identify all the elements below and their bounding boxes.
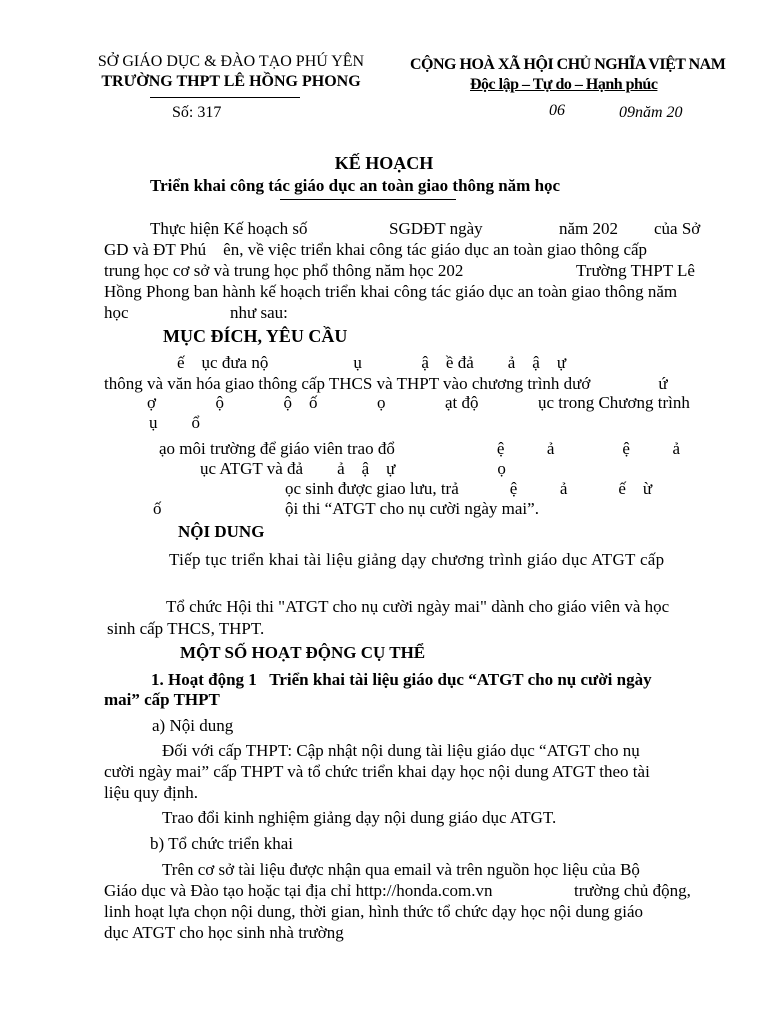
intro-text: Thực hiện Kế hoạch số	[150, 219, 308, 238]
activity-line: Đối với cấp THPT: Cập nhật nội dung tài liệu giáo dục “ATGT cho nụ	[162, 741, 640, 760]
school-underline	[150, 97, 300, 98]
intro-text: GD và ĐT Phú ên, về việc triển khai công tác giáo dục an toàn giao thông cấp	[104, 240, 648, 259]
section-line: ợ ộ ộ ố ọ ạt độ ục trong Chương trình	[147, 393, 690, 412]
activity-line: Trao đổi kinh nghiệm giảng dạy nội dung giáo dục ATGT.	[162, 808, 557, 827]
national-motto: Độc lập – Tự do – Hạnh phúc	[470, 76, 658, 93]
intro-text: học	[104, 303, 129, 322]
intro-text: trung học cơ sở và trung học phổ thông năm học 202	[104, 261, 464, 280]
document-number: Số: 317	[172, 104, 222, 121]
plan-subtitle: Triển khai công tác giáo dục an toàn giao thông năm học	[150, 176, 561, 195]
section-heading-activities: MỘT SỐ HOẠT ĐỘNG CỤ THỂ	[180, 643, 426, 662]
activity-line: cười ngày mai” cấp THPT và tổ chức triển khai dạy học nội dung ATGT theo tài	[104, 762, 650, 781]
section-line: sinh cấp THCS, THPT.	[107, 619, 265, 638]
section-line: ội thi “ATGT cho nụ cười ngày mai”.	[285, 499, 539, 518]
activity-line: linh hoạt lựa chọn nội dung, thời gian, hình thức tổ chức dạy học nội dung giáo	[104, 902, 643, 921]
activity-line: trường chủ động,	[574, 881, 691, 900]
section-line: ụ ổ	[149, 413, 200, 432]
intro-text: Hồng Phong ban hành kế hoạch triển khai công tác giáo dục an toàn giao thông năm	[104, 282, 678, 301]
section-heading-content: NỘI DUNG	[178, 522, 265, 541]
activity-line: Trên cơ sở tài liệu được nhận qua email và trên nguồn học liệu của Bộ	[162, 860, 640, 879]
agency-name: SỞ GIÁO DỤC & ĐÀO TẠO PHÚ YÊN	[97, 53, 365, 70]
title-underline	[280, 199, 456, 200]
date-day: 06	[549, 102, 565, 119]
school-name: TRƯỜNG THPT LÊ HỒNG PHONG	[101, 73, 361, 90]
activity-line: Giáo dục và Đào tạo hoặc tại địa chỉ http://honda.com.vn	[104, 881, 493, 900]
section-line: Tiếp tục triển khai tài liệu giảng dạy chương trình giáo dục ATGT cấp	[169, 550, 665, 569]
section-heading-purpose: MỤC ĐÍCH, YÊU CẦU	[163, 326, 348, 346]
section-line: ục ATGT và đả ả ậ ự ọ	[200, 459, 506, 478]
plan-title: KẾ HOẠCH	[334, 153, 434, 173]
section-line: ế ục đưa nộ ụ ậ ề đả ả ậ ự	[177, 353, 567, 372]
intro-text: của Sở	[654, 219, 701, 238]
section-line: ọc sinh được giao lưu, trả ệ ả ế ừ	[285, 479, 653, 498]
activity-line: liệu quy định.	[104, 783, 198, 802]
section-line: thông và văn hóa giao thông cấp THCS và THPT vào chương trình dướ ứ	[104, 374, 668, 393]
date-month-year: 09năm 20	[619, 104, 683, 121]
intro-text: như sau:	[230, 303, 288, 322]
activity1-title: 1. Hoạt động 1 Triển khai tài liệu giáo dục “ATGT cho nụ cười ngày	[151, 670, 652, 689]
intro-text: SGDĐT ngày	[389, 219, 483, 238]
subheading-content: a) Nội dung	[152, 716, 234, 735]
activity1-title: mai” cấp THPT	[104, 690, 220, 709]
section-line: Tổ chức Hội thi "ATGT cho nụ cười ngày mai" dành cho giáo viên và học	[166, 597, 670, 616]
section-line: ố	[153, 499, 162, 518]
activity-line: dục ATGT cho học sinh nhà trường	[104, 923, 344, 942]
section-line: ạo môi trường để giáo viên trao đổ ệ ả ệ ả	[159, 439, 681, 458]
country-name: CỘNG HOÀ XÃ HỘI CHỦ NGHĨA VIỆT NAM	[410, 56, 726, 73]
intro-text: năm 202	[559, 219, 619, 238]
intro-text: Trường THPT Lê	[576, 261, 695, 280]
subheading-implementation: b) Tổ chức triển khai	[150, 834, 293, 853]
